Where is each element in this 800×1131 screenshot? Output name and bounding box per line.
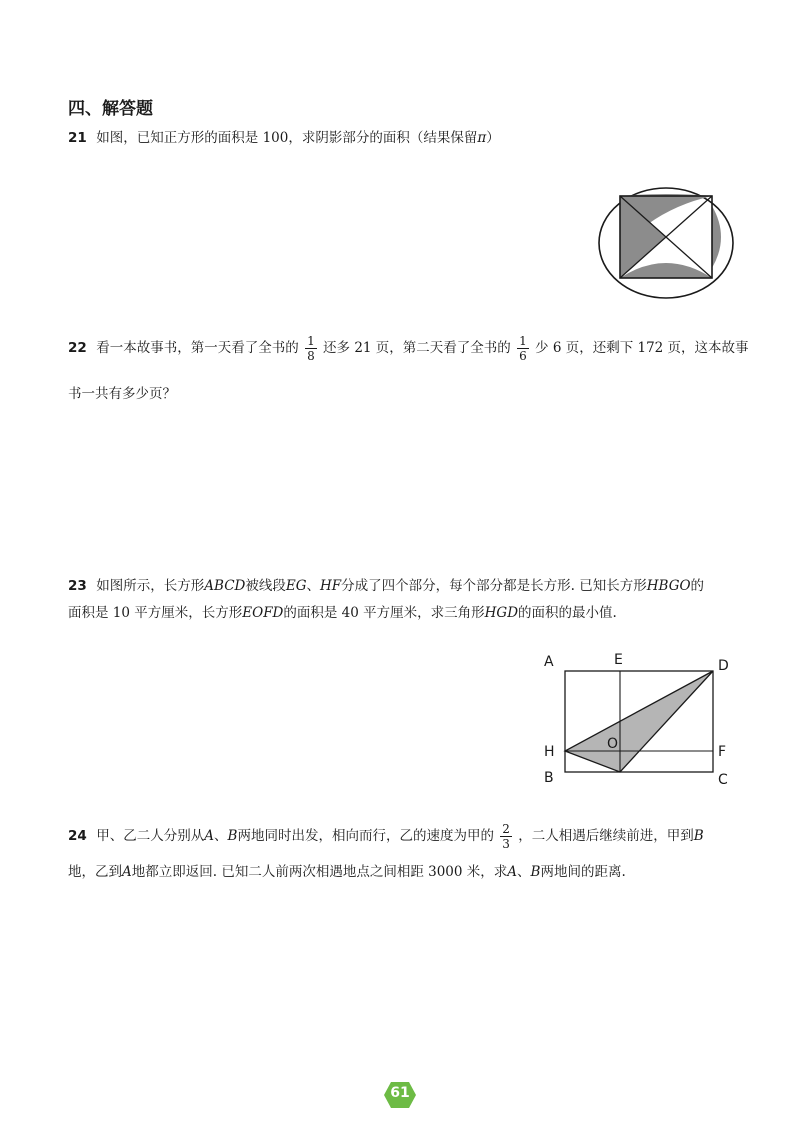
question-text: 甲、乙二人分别从 <box>96 828 205 844</box>
question-number: 23 <box>68 578 87 594</box>
math-label: B <box>530 864 541 880</box>
question-text: 的面积是 40 平方厘米，求三角形 <box>283 605 485 621</box>
question-number: 21 <box>68 130 87 146</box>
question-text: ，二人相遇后继续前进，甲到 <box>518 828 694 844</box>
question-21 <box>68 128 500 148</box>
label-a: A <box>544 654 554 670</box>
math-label: B <box>227 828 238 844</box>
label-f: F <box>718 744 727 760</box>
math-label: B <box>693 828 704 844</box>
fraction-2-3 <box>500 822 512 851</box>
separator: 、 <box>306 578 321 594</box>
question-text-close: ） <box>486 130 500 146</box>
question-text: 两地间的距离. <box>540 864 626 880</box>
fraction-numerator: 2 <box>502 822 510 836</box>
fraction-denominator: 6 <box>519 349 527 363</box>
math-label: EG <box>285 578 307 594</box>
question-text: 地，乙到 <box>68 864 122 880</box>
question-text: 少 6 页，还剩下 172 页，这本故事 <box>535 340 749 356</box>
math-label: HF <box>320 578 342 594</box>
math-label: HBGO <box>646 578 691 594</box>
label-b: B <box>544 770 554 786</box>
math-label: A <box>122 864 132 880</box>
fraction-1-8 <box>305 334 317 363</box>
math-label: A <box>507 864 518 880</box>
fraction-denominator: 3 <box>502 837 510 851</box>
pi-symbol: π <box>477 130 487 146</box>
fraction-numerator: 1 <box>307 334 315 348</box>
question-text: 如图，已知正方形的面积是 100，求阴影部分的面积（结果保留 <box>96 130 478 146</box>
question-text: 分成了四个部分，每个部分都是长方形. 已知长方形 <box>341 578 647 594</box>
question-24-line-2 <box>68 862 626 882</box>
question-text: 地都立即返回. 已知二人前两次相遇地点之间相距 3000 米，求 <box>131 864 508 880</box>
label-o: O <box>607 736 619 752</box>
question-number: 24 <box>68 828 87 844</box>
circle-square-figure <box>596 186 736 300</box>
question-23-line-2 <box>68 603 617 623</box>
question-text: 两地同时出发，相向而行，乙的速度为甲的 <box>237 828 494 844</box>
fraction-1-6 <box>517 334 529 363</box>
math-label: ABCD <box>204 578 246 594</box>
shaded-right-region <box>712 206 721 268</box>
fraction-numerator: 1 <box>519 334 527 348</box>
triangle-hgd <box>565 671 713 772</box>
label-c: C <box>718 772 728 788</box>
math-label: EOFD <box>242 605 284 621</box>
separator: 、 <box>517 864 531 880</box>
question-text: 还多 21 页，第二天看了全书的 <box>323 340 511 356</box>
question-number: 22 <box>68 340 87 356</box>
label-h: H <box>544 744 555 760</box>
label-d: D <box>718 658 729 674</box>
question-text: 的 <box>690 578 705 594</box>
separator: 、 <box>214 828 228 844</box>
question-23 <box>68 576 704 596</box>
page-number: 61 <box>390 1085 410 1101</box>
math-label: A <box>204 828 215 844</box>
question-text: 看一本故事书，第一天看了全书的 <box>96 340 299 356</box>
question-text: 如图所示，长方形 <box>96 578 205 594</box>
math-label: HGD <box>484 605 519 621</box>
question-22-line-2: 书一共有多少页？ <box>68 386 176 402</box>
fraction-denominator: 8 <box>307 349 315 363</box>
label-e: E <box>614 652 623 668</box>
rectangle-figure <box>538 646 738 792</box>
question-text: 的面积的最小值. <box>518 605 617 621</box>
question-22 <box>68 334 749 363</box>
question-text: 被线段 <box>245 578 286 594</box>
question-24 <box>68 822 704 851</box>
section-title: 四、解答题 <box>68 99 153 119</box>
question-text: 面积是 10 平方厘米，长方形 <box>68 605 243 621</box>
